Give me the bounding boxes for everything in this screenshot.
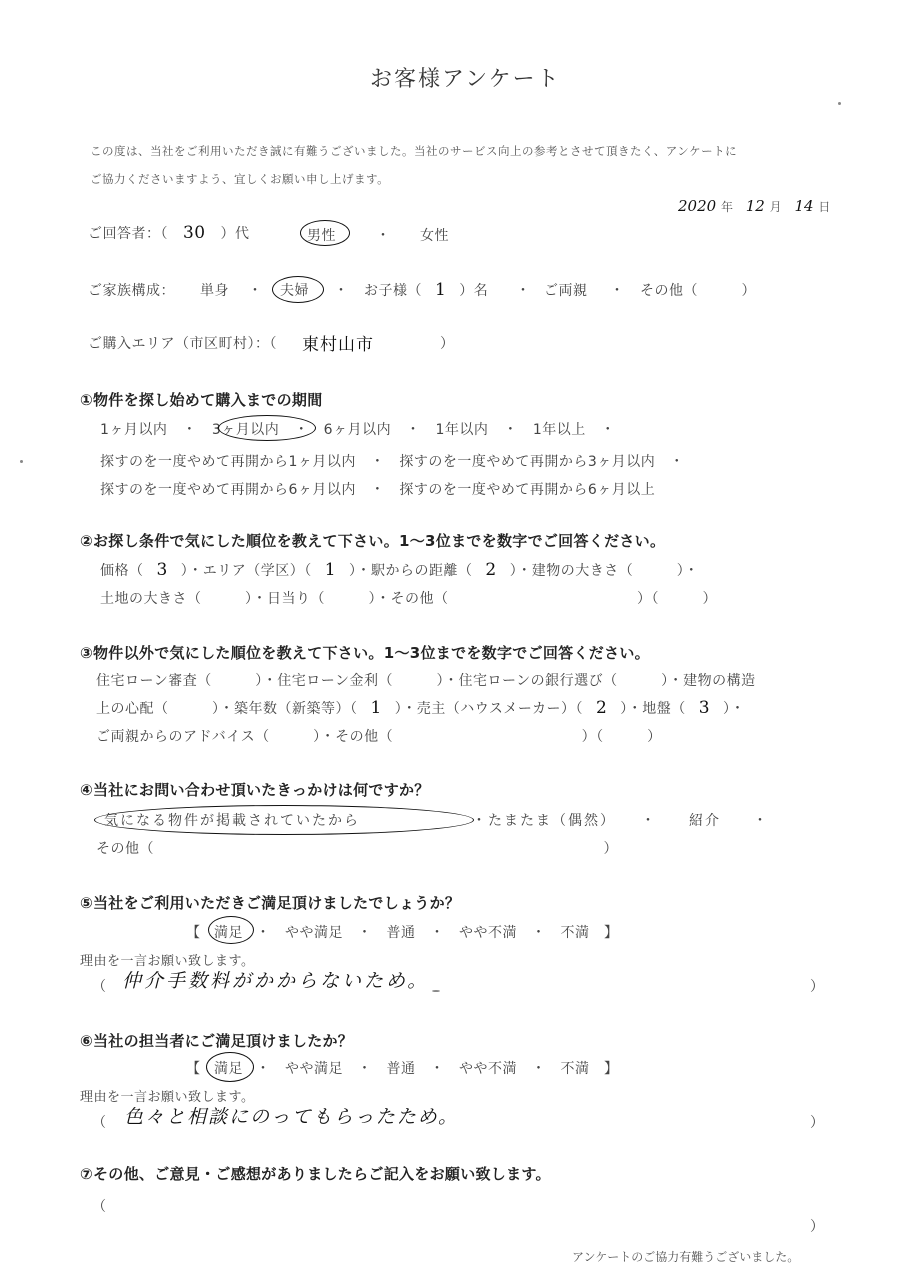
q3-seller-rank[interactable]: 2	[596, 698, 608, 718]
family-separator: ・	[334, 283, 349, 299]
q2-line-2: 土地の大きさ（ ）・日当り（ ）・その他（ ）（ ）	[100, 591, 717, 607]
area-value[interactable]: 東村山市	[302, 335, 374, 355]
page-title: お客様アンケート	[370, 67, 561, 92]
q3-ground-rank[interactable]: 3	[698, 698, 711, 718]
q2-heading: ②お探し条件で気にした順位を教えて下さい。1～3位までを数字でご回答ください。	[80, 532, 666, 550]
respondent-age-suffix: ）代	[220, 226, 250, 242]
scan-speck	[20, 460, 23, 463]
intro-line-1: この度は、当社をご利用いただき誠に有難うございました。当社のサービス向上の参考とさせて頂きたく、アンケートに	[90, 144, 738, 158]
q5-option-satisfied[interactable]: 満足	[214, 925, 243, 941]
family-children-row	[364, 280, 488, 300]
q3-heading: ③物件以外で気にした順位を教えて下さい。1～3位までを数字でご回答ください。	[80, 644, 650, 662]
q6-heading: ⑥当社の担当者にご満足頂けましたか？	[80, 1032, 354, 1050]
q5-heading: ⑤当社をご利用いただきご満足頂けましたでしょうか？	[80, 894, 461, 912]
q6-reason-text[interactable]: 色々と相談にのってもらったため。	[124, 1106, 460, 1128]
family-parents-option[interactable]: ご両親	[544, 283, 588, 299]
area-label: ご購入エリア（市区町村）：（	[88, 336, 277, 352]
q1-separator: ・	[600, 422, 616, 438]
q3-l2c: ）・地盤（	[620, 701, 686, 717]
q4-heading: ④当社にお問い合わせ頂いたきっかけは何ですか？	[80, 781, 430, 799]
q1-heading: ①物件を探し始めて購入までの期間	[80, 391, 323, 409]
q2-building-label: ）・建物の大きさ（ ）・	[509, 563, 699, 579]
q3-l2a: 上の心配（ ）・築年数（新築等）（	[96, 701, 358, 717]
q1-separator: ・	[503, 422, 518, 438]
q4-options-rest[interactable]: ・たまたま（偶然） ・ 紹介 ・	[472, 813, 769, 829]
q2-line-1	[100, 560, 699, 580]
family-children-suffix: ）名	[459, 283, 489, 299]
family-separator: ・	[248, 283, 263, 299]
q7-close: ）	[810, 1219, 825, 1235]
q3-line-3: ご両親からのアドバイス（ ）・その他（ ）（ ）	[96, 729, 662, 745]
intro-line-2: ご協力くださいますよう、宜しくお願い申し上げます。	[90, 172, 390, 186]
family-children-label: お子様（	[364, 283, 422, 299]
q6-option-satisfied[interactable]: 満足	[214, 1061, 243, 1077]
q1-option-1year[interactable]: 1年以内	[435, 422, 489, 438]
q1-option-1month[interactable]: 1ヶ月以内	[100, 422, 168, 438]
q2-area-rank[interactable]: 1	[324, 560, 337, 580]
scan-speck	[432, 990, 440, 992]
family-other-option[interactable]: その他（ ）	[640, 283, 756, 299]
q1-options-line-3[interactable]: 探すのを一度やめて再開から6ヶ月以内 ・ 探すのを一度やめて再開から6ヶ月以上	[100, 482, 656, 498]
date-year-unit: 年	[720, 200, 733, 214]
q1-options-line-2[interactable]: 探すのを一度やめて再開から1ヶ月以内 ・ 探すのを一度やめて再開から3ヶ月以内 ・	[100, 454, 685, 470]
family-separator: ・	[516, 283, 531, 299]
q2-area-label: ）・エリア（学区）（	[180, 563, 312, 579]
q4-option-listing[interactable]: 気になる物件が掲載されていたから	[104, 813, 360, 829]
q6-reason-open: （	[92, 1115, 107, 1131]
family-couple-option[interactable]: 夫婦	[280, 283, 309, 299]
q1-options-line-1	[100, 419, 625, 439]
family-children-count[interactable]: 1	[434, 280, 447, 300]
q3-line-2	[96, 698, 745, 718]
respondent-row	[88, 223, 250, 243]
q5-bracket-open: 【	[186, 925, 201, 941]
q2-station-rank[interactable]: 2	[485, 560, 497, 580]
q2-station-label: ）・駅からの距離（	[348, 563, 473, 579]
scan-speck	[838, 102, 841, 105]
q3-l2d: ）・	[723, 701, 746, 717]
q1-option-6months[interactable]: 6ヶ月以内	[323, 422, 392, 438]
q5-reason-label: 理由を一言お願い致します。	[80, 954, 255, 969]
q5-reason-open: （	[92, 979, 107, 995]
respondent-female-option[interactable]: 女性	[420, 228, 449, 244]
family-separator: ・	[610, 283, 625, 299]
q7-open: （	[92, 1199, 107, 1215]
q7-heading: ⑦その他、ご意見・ご感想がありましたらご記入をお願い致します。	[80, 1165, 551, 1183]
q7-comment-area[interactable]	[110, 1194, 800, 1230]
q3-line-1: 住宅ローン審査（ ）・住宅ローン金利（ ）・住宅ローンの銀行選び（ ）・建物の構造	[96, 673, 756, 689]
area-close: ）	[440, 336, 455, 352]
respondent-male-option[interactable]: 男性	[307, 228, 336, 244]
q6-options-rest[interactable]: ・ やや満足 ・ 普通 ・ やや不満 ・ 不満 】	[256, 1061, 619, 1077]
q3-building-age-rank[interactable]: 1	[370, 698, 382, 718]
q1-option-3months-label: 3ヶ月以内	[211, 422, 280, 438]
q1-option-over-1year[interactable]: 1年以上	[532, 422, 586, 438]
q1-selection-circle	[218, 415, 316, 441]
date-day-unit: 日	[818, 200, 831, 214]
date-day: 14	[794, 197, 814, 215]
q4-other[interactable]: その他（ ）	[96, 841, 618, 857]
survey-date	[678, 197, 830, 215]
family-single-option[interactable]: 単身	[200, 283, 229, 299]
q6-bracket-open: 【	[186, 1061, 201, 1077]
date-year: 2020	[678, 197, 717, 215]
q2-price-label: 価格（	[100, 563, 144, 579]
q1-separator: ・	[294, 422, 309, 438]
respondent-label: ご回答者：（	[88, 226, 168, 242]
respondent-separator: ・	[376, 228, 391, 244]
date-month: 12	[745, 197, 765, 215]
date-month-unit: 月	[769, 200, 782, 214]
q1-separator: ・	[182, 422, 197, 438]
q3-l2b: ）・売主（ハウスメーカー）（	[394, 701, 584, 717]
q6-reason-close: ）	[810, 1115, 825, 1131]
family-label: ご家族構成：	[88, 283, 175, 299]
footer-thanks: アンケートのご協力有難うございました。	[572, 1250, 800, 1264]
q2-price-rank[interactable]: 3	[156, 560, 168, 580]
q5-reason-text[interactable]: 仲介手数料がかからないため。	[122, 970, 430, 992]
q5-options-rest[interactable]: ・ やや満足 ・ 普通 ・ やや不満 ・ 不満 】	[256, 925, 619, 941]
q6-reason-label: 理由を一言お願い致します。	[80, 1090, 255, 1105]
q5-reason-close: ）	[810, 979, 825, 995]
respondent-age[interactable]: 30	[182, 223, 206, 243]
q1-separator: ・	[406, 422, 421, 438]
